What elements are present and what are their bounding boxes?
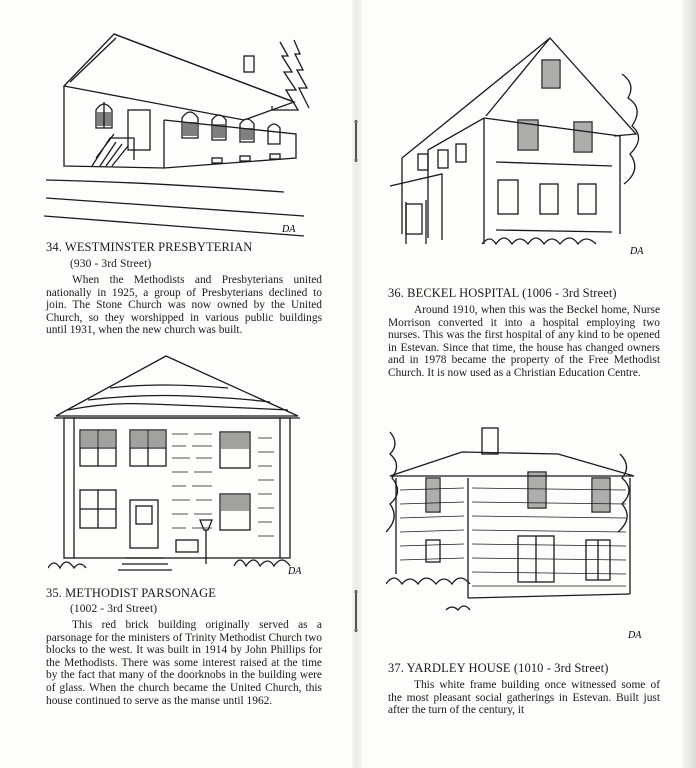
sketch-signature: DA xyxy=(628,630,642,641)
entry-36-body: Around 1910, when this was the Beckel home, Nurse Morrison converted it into a hospital employing two nurses. This was the first hospital of any kind to be opened in Estevan. Since that time, the house has changed owners and in 1978 became the property of the Free Methodist Church. It is now used as a Christian Education Centre. xyxy=(388,304,660,379)
westminster-church-sketch xyxy=(44,30,316,240)
page-edge-shadow xyxy=(682,0,696,768)
entry-34-body: When the Methodists and Presbyterians united nationally in 1925, a group of Presbyterians declined to join. The Stone Church was now owned by the United Church, so they worshipped in various public buildings until 1931, when the new church was built. xyxy=(46,274,322,337)
entry-35-address: (1002 - 3rd Street) xyxy=(70,603,158,615)
entry-37-body: This white frame building once witnessed some of the most pleasant social gatherings in Estevan. Built just after the turn of the century, it xyxy=(388,679,660,717)
entry-36-title: 36. BECKEL HOSPITAL (1006 - 3rd Street) xyxy=(388,286,617,300)
sketch-signature: DA xyxy=(630,246,644,257)
entry-37-title: 37. YARDLEY HOUSE (1010 - 3rd Street) xyxy=(388,661,609,675)
entry-34-title: 34. WESTMINSTER PRESBYTERIAN xyxy=(46,240,253,254)
page-gutter xyxy=(352,0,362,768)
yardley-house-sketch xyxy=(386,424,656,646)
methodist-parsonage-sketch xyxy=(48,354,316,580)
staple-bottom xyxy=(352,588,360,634)
entry-35-title: 35. METHODIST PARSONAGE xyxy=(46,586,217,600)
sketch-signature: DA xyxy=(288,566,302,577)
staple-top xyxy=(352,118,360,164)
sketch-signature: DA xyxy=(282,224,296,235)
beckel-hospital-sketch xyxy=(386,34,656,262)
entry-34-address: (930 - 3rd Street) xyxy=(70,258,152,270)
entry-35-body: This red brick building originally served as a parsonage for the ministers of Trinity Methodist Church two blocks to the west. It was built in 1914 by John Phillips for the Methodists. There was some interest raised at the time by the fact that many of the doorknobs in the building were of glass. When the church became the United Church, this house continued to serve as the manse until 1962. xyxy=(46,619,322,707)
